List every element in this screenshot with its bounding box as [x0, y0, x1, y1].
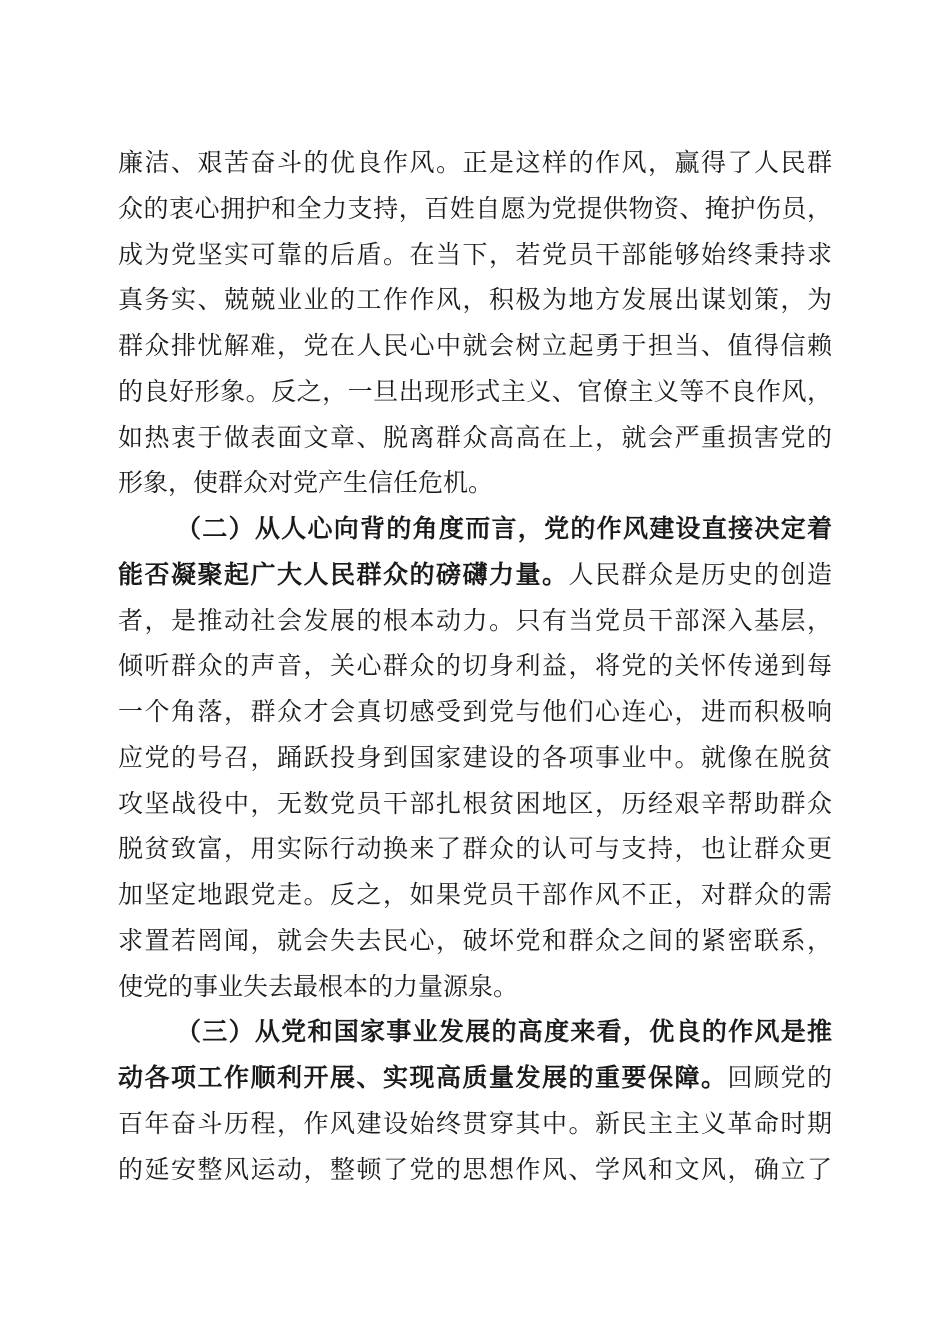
line-text: 使党的事业失去最根本的力量源泉。 — [118, 971, 519, 1001]
line-text: 倾听群众的声音，关心群众的切身利益，将党的关怀传递到每 — [118, 651, 832, 681]
line-text: 百年奋斗历程，作风建设始终贯穿其中。新民主主义革命时期 — [118, 1108, 832, 1138]
text-line — [118, 689, 832, 735]
text-line — [118, 140, 832, 186]
line-text: 者，是推动社会发展的根本动力。只有当党员干部深入基层， — [118, 605, 832, 635]
line-text: 众的衷心拥护和全力支持，百姓自愿为党提供物资、掩护伤员， — [118, 193, 832, 223]
line-text: 回顾党的 — [727, 1063, 832, 1092]
text-line — [118, 643, 832, 689]
section-heading-text: （三）从党和国家事业发展的高度来看，优良的作风是推 — [176, 1017, 832, 1047]
line-text: 的延安整风运动，整顿了党的思想作风、学风和文风，确立了 — [118, 1154, 832, 1184]
paragraph-end-line — [118, 460, 832, 506]
line-text: 一个角落，群众才会真切感受到党与他们心连心，进而积极响 — [118, 697, 832, 726]
text-line — [118, 369, 832, 415]
section-heading-line — [118, 1055, 832, 1101]
text-line — [118, 415, 832, 461]
text-line — [118, 735, 832, 781]
line-text: 如热衷于做表面文章、脱离群众高高在上，就会严重损害党的 — [118, 422, 832, 452]
line-text: 攻坚战役中，无数党员干部扎根贫困地区，历经艰辛帮助群众 — [118, 788, 832, 818]
line-text: 廉洁、艰苦奋斗的优良作风。正是这样的作风，赢得了人民群 — [118, 148, 832, 177]
paragraph-end-line — [118, 964, 832, 1010]
line-text: 的良好形象。反之，一旦出现形式主义、官僚主义等不良作风， — [118, 376, 832, 406]
section-heading-text: （二）从人心向背的角度而言，党的作风建设直接决定着 — [176, 514, 832, 543]
line-text: 加坚定地跟党走。反之，如果党员干部作风不正，对群众的需 — [118, 880, 832, 909]
text-line — [118, 323, 832, 369]
line-text: 应党的号召，踊跃投身到国家建设的各项事业中。就像在脱贫 — [118, 742, 832, 772]
text-line — [118, 872, 832, 918]
section-heading-line — [118, 1009, 832, 1055]
section-heading-line — [118, 506, 832, 552]
text-line — [118, 918, 832, 964]
line-text: 成为党坚实可靠的后盾。在当下，若党员干部能够始终秉持求 — [118, 239, 832, 269]
line-text: 形象，使群众对党产生信任危机。 — [118, 468, 494, 498]
text-line — [118, 826, 832, 872]
line-text: 脱贫致富，用实际行动换来了群众的认可与支持，也让群众更 — [118, 834, 832, 864]
line-text: 真务实、兢兢业业的工作作风，积极为地方发展出谋划策，为 — [118, 285, 832, 315]
text-line — [118, 277, 832, 323]
text-line — [118, 598, 832, 644]
text-line — [118, 781, 832, 827]
text-line — [118, 232, 832, 278]
section-heading-text: 能否凝聚起广大人民群众的磅礴力量。 — [118, 559, 569, 589]
line-text: 人民群众是历史的创造 — [568, 559, 832, 589]
text-line — [118, 1147, 832, 1193]
document-body — [118, 140, 832, 1192]
line-text: 求置若罔闻，就会失去民心，破坏党和群众之间的紧密联系， — [118, 925, 832, 955]
text-line — [118, 1101, 832, 1147]
line-text: 群众排忧解难，党在人民心中就会树立起勇于担当、值得信赖 — [118, 331, 832, 360]
section-heading-line — [118, 552, 832, 598]
text-line — [118, 186, 832, 232]
section-heading-text: 动各项工作顺利开展、实现高质量发展的重要保障。 — [118, 1063, 728, 1092]
